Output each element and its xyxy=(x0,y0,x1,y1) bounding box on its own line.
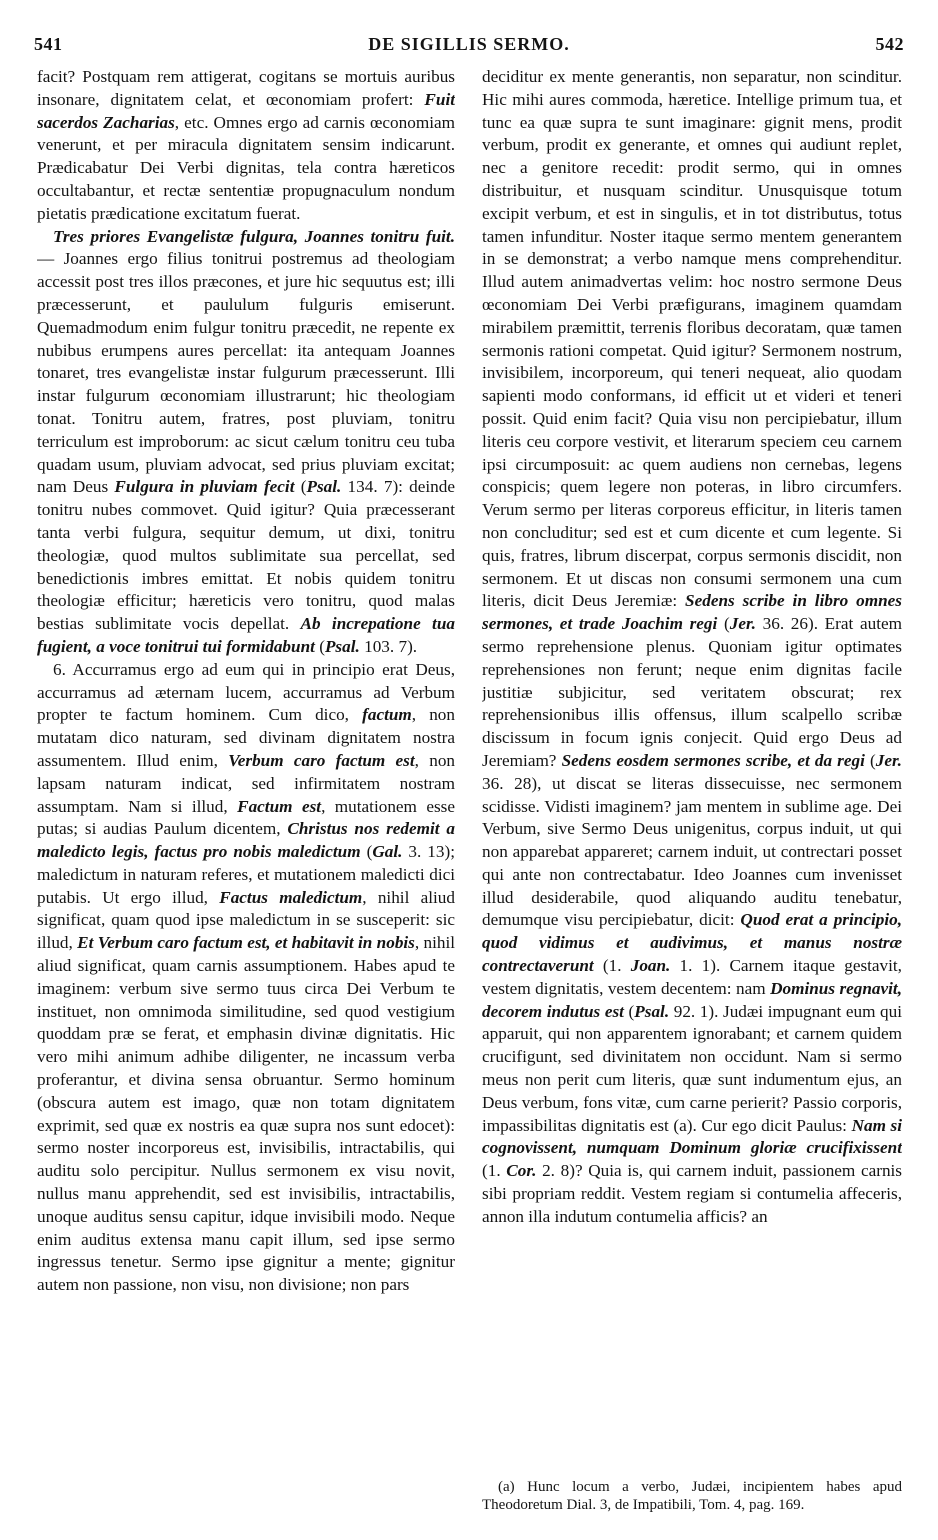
italic-text-run: Gal. xyxy=(372,842,403,862)
text-run: 103. 7). xyxy=(359,636,418,656)
italic-text-run: Joan. xyxy=(630,956,671,976)
text-run: , non mutatam dico naturam, sed divinam dignitatem nostra assumentem. Illud enim, xyxy=(37,705,455,770)
italic-text-run: Judæi xyxy=(691,1479,727,1495)
text-run: 92. 1). Judæi impugnant eum qui apparuit, qui non apparentem ignorabant; et carnem quidem crucifigunt, sed divinitatem non occidunt. Nam si sermo meus non perit cum literis, quæ sunt indumentum ejus, an Deus verbum, fons vitæ, cum carne perierit? Passio corporis, impassibilitas dignitatis est (a). Cur ego dicit Paulus: xyxy=(482,1001,902,1135)
text-run: ( xyxy=(717,614,730,634)
text-run: ( xyxy=(864,750,876,770)
italic-text-run: Jer. xyxy=(729,614,756,634)
text-run: facit? Postquam rem attigerat, cogitans se mortuis auribus insonare, dignitatem celat, et œconomiam profert: xyxy=(37,67,455,109)
left-column xyxy=(37,66,455,1478)
text-run: , incipientem habes apud Theodoretum Dial. 3, de Impatibili, Tom. 4, pag. 169. xyxy=(482,1479,902,1513)
italic-text-run: Sedens scribe in libro omnes sermones, et trade Joachim regi xyxy=(482,591,902,634)
text-run: , nihil aliud significat, quam carnis assumptionem. Habes apud te imaginem: verbum sive sermo tuus circa Dei Verbum te instituet, non omnimoda similitudine, sed quod vestigium quoddam præ se ferat, et emphasin divinæ dignitatis. Hic vero mihi animum adhibe diligenter, ne incassum verba proferantur, et divina sensa obruantur. Sermo hominum (obscura autem est imago, quæ non totam dignitatem exprimit, sed quæ ex nostris ea quæ supra nos sunt edocet): sermo noster incorporeus est, invisibilis, intractabilis, qui auditu solo percipitur. Nullus sermonem ex visu novit, nullus manu apprehendit, sed est invisibilis, intractabilis, unoque auditus sensu capitur, idque invisibili modo. Neque enim auditus extensa manu capit illum, sed ipse sermo ingressus tenetur. Sermo ipse gignitur a mente; gignitur autem non passione, non visu, non divisione; non pars xyxy=(37,933,455,1295)
italic-text-run: Jer. xyxy=(875,750,902,770)
italic-text-run: Et Verbum caro factum est, et habitavit in nobis xyxy=(77,933,415,953)
italic-text-run: factum xyxy=(362,705,412,725)
italic-text-run: Cor. xyxy=(506,1161,537,1181)
italic-text-run: Dominus regnavit, decorem indutus est xyxy=(482,978,902,1021)
text-run: ( xyxy=(360,842,373,862)
text-run: 3. 13); maledictum in naturam referes, et mutationem maledicti dici putabis. Ut ergo illud, xyxy=(37,842,455,907)
italic-text-run: Fuit sacerdos Zacharias xyxy=(37,89,455,132)
italic-text-run: Factus maledictum xyxy=(219,887,363,907)
text-run: 6. Accurramus ergo ad eum qui in principio erat Deus, accurramus ad æternam lucem, accurramus ad Verbum propter te factum hominem. Cum dico, xyxy=(37,659,455,725)
italic-text-run: Tres priores Evangelistæ fulgura, Joannes tonitru fuit. xyxy=(53,226,455,246)
italic-text-run: Psal. xyxy=(306,477,342,497)
italic-text-run: Ab increpatione tua fugient, a voce tonitrui tui formidabunt xyxy=(37,614,455,656)
text-run: , nihil aliud significat, quam quod ipse maledictum in se susceperit: sic illud, xyxy=(37,887,455,953)
right-column xyxy=(482,66,902,1478)
text-run: — Joannes ergo filius tonitrui postremus ad theologiam accessit post tres illos præcones, et jure hic sequutus est; illi præcesserunt, et paululum fulguris emiserunt. Quemadmodum enim fulgur tonitru præcedit, ne repente ex nubibus erumpens aures percellat: ita antequam Joannes tonaret, tres evangelistæ instar fulgurum præcesserunt. Illi instar fulgurum œconomiam illustrarunt; hic theologiam tonat. Tonitru autem, fratres, post pluviam, tonitru terriculum est improborum: ac sicut cælum tonitru ceu tuba quadam usum, pluviam advocat, sed prius pluviam excitat; nam Deus xyxy=(37,249,455,497)
text-run: deciditur ex mente generantis, non separatur, non scinditur. Hic mihi aures commoda, hæretice. Intellige primum tua, et tunc ea quæ supra te sunt imaginare: gignit mens, prodit verbum, prodit ex generante, et omnes qui audiunt replet, nec a genitore recedit: prodit sermo, qui in omnes distribuitur, et nusquam scinditur. Unusquisque totum excipit verbum, et est in singulis, et in tot distributus, totus tamen infunditur. Noster itaque sermo mentem generantem in se demonstrat; a verbo namque mens comprehenditur. Illud autem animadvertas velim: hoc nostro sermone Deus œconomiam Dei Verbi præfigurans, imaginem quamdam mirabilem præmittit, terrenis floribus decoratam, quæ tamen sermonis rationi competat. Quid igitur? Sermonem nostrum, invisibilem, incorporeum, qui teneri nequeat, alio quodam sapienti modo conformans, id efficit ut et videri et teneri possit. Quid enim facit? Quia visu non percipiebatur, illum literis ceu corpore vestivit, et literarum speciem ceu carnem ipsi circumposuit: ac quem audiens non cernebas, legens conspicis; quem legere non poteras, in libro circumfers. Verum sermo per literas corporeus efficitur, in literis tamen non concluditur; sed est et cum dicente et cum legente. Si quis, fratres, librum discerpat, corpus sermonis discidit, non sermonem. Et ut discas non consumi sermonem una cum literis, dicit Deus Jeremiæ: xyxy=(482,67,902,611)
footnote xyxy=(482,1478,902,1514)
italic-text-run: Quod erat a principio, quod vidimus et audivimus, et manus nostræ contrectaverunt xyxy=(482,910,902,976)
text-run: (1. xyxy=(482,1161,507,1181)
text-run: ( xyxy=(314,636,325,656)
running-header xyxy=(34,34,904,62)
italic-text-run: Psal. xyxy=(324,636,360,656)
paragraph xyxy=(37,659,455,1297)
paragraph xyxy=(37,66,455,226)
text-run: , non lapsam naturam indicat, sed infirmitatem nostram assumptam. Nam si illud, xyxy=(37,750,455,816)
text-run: 36. 26). Erat autem sermo reprehensione plenus. Quoniam igitur optimates reprehensiones non ferunt; neque enim dignitas facile justitiæ subjicitur, sed veritatem obscurat; rex reprehensionibus illis offensus, illum scalpello scribæ discissum in focum ignis conjecit. Quid ergo Deus ad Jeremiam? xyxy=(482,614,902,770)
paragraph xyxy=(482,66,902,1229)
text-run: 2. 8)? Quia is, qui carnem induit, passionem carnis sibi propriam reddit. Vestem regiam si contumelia affeceris, annon illa indutum contumelia afficis? an xyxy=(482,1161,902,1226)
text-run: (a) Hunc locum a verbo, xyxy=(498,1479,692,1495)
text-run: ( xyxy=(294,477,307,497)
paragraph xyxy=(37,226,455,659)
page-number-right: 542 xyxy=(875,34,904,54)
text-run: 1. 1). Carnem itaque gestavit, vestem dignitatis, vestem decentem: nam xyxy=(482,956,902,998)
text-run: 36. 28), ut discat se literas dissecuisse, nec sermonem scidisse. Vidisti imaginem? jam mentem in sublime age. Dei Verbum, sive Sermo Deus unigenitus, corpus induit, ut qui non apparebat appareret; carnem induit, ut contrectari posset qui ante non contrectabatur. Ideo Joannes cum invenisset illud desiderabile, quod aliquando auditu tenebatur, demumque visu percipiebatur, dicit: xyxy=(482,773,902,930)
text-run: ( xyxy=(623,1001,635,1021)
text-run: (1. xyxy=(593,956,631,976)
italic-text-run: Fulgura in pluviam fecit xyxy=(114,477,295,497)
italic-text-run: Christus nos redemit a maledicto legis, factus pro nobis maledictum xyxy=(37,819,455,862)
text-run: , mutationem esse putas; si audias Paulum dicentem, xyxy=(37,796,455,839)
italic-text-run: Nam si cognovissent, numquam Dominum gloriæ crucifixissent xyxy=(482,1115,902,1158)
italic-text-run: Sedens eosdem sermones scribe, et da regi xyxy=(561,750,865,770)
text-run: , etc. Omnes ergo ad carnis œconomiam venerunt, et per miracula dignitatem sensim indicarunt. Prædicabatur Dei Verbi dignitas, tela contra hæreticos occultabantur, et rectæ sententiæ propugnaculum nondum pietatis prædicatione excitatum fuerat. xyxy=(37,112,455,223)
running-title: DE SIGILLIS SERMO. xyxy=(368,34,570,54)
italic-text-run: Verbum caro factum est xyxy=(228,750,415,770)
page-number-left: 541 xyxy=(34,34,63,54)
italic-text-run: Psal. xyxy=(634,1001,670,1021)
text-run: 134. 7): deinde tonitru nubes commovet. Quid igitur? Quia præcesserant tanta verbi fulgura, sequitur demum, ut dixi, tonitru theologiæ, quod multos sublimitate sua percellat, sed benedictionis imbres emittat. Et nobis quidem tonitru theologiæ efficitur; hæreticis vero tonitru, quod malas bestias sublimitate vocis depellat. xyxy=(37,477,455,634)
italic-text-run: Factum est xyxy=(237,796,322,816)
footnote-paragraph xyxy=(482,1478,902,1514)
